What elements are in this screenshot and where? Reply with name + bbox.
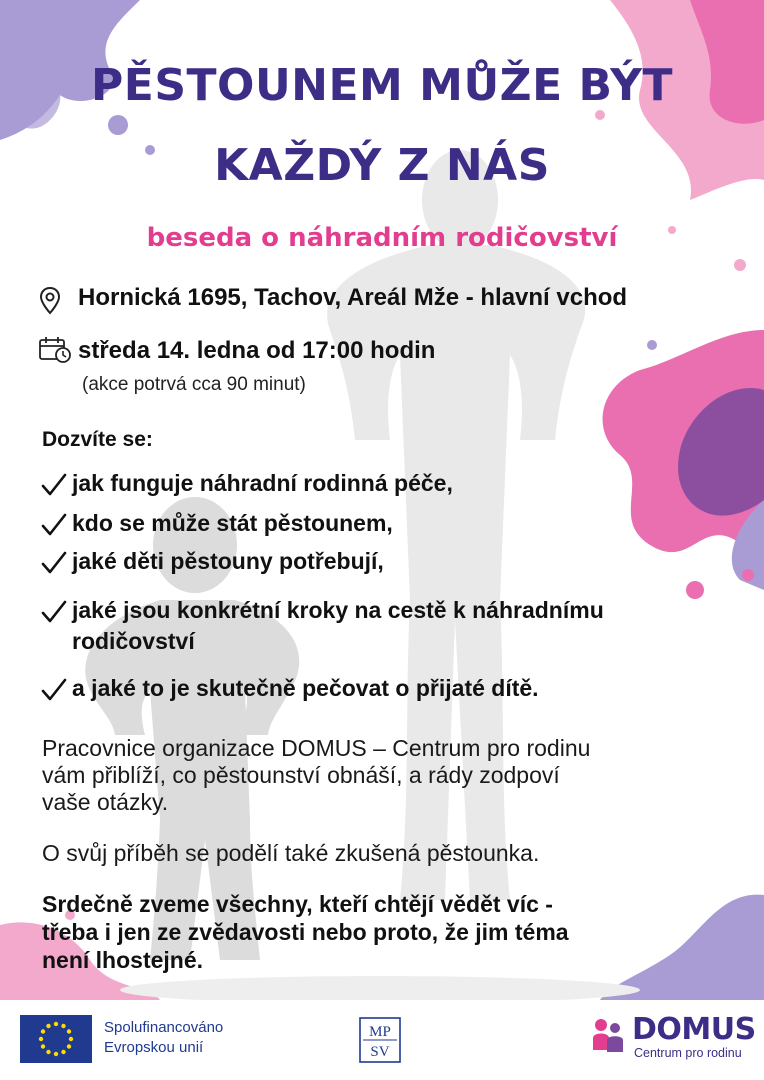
checkmark-icon [40,550,68,576]
subtitle: beseda o náhradním rodičovství [146,223,618,253]
checkmark-icon [40,472,68,498]
eu-text-line-1: Spolufinancováno [104,1019,224,1036]
list-item-text-line-2: rodičovství [72,628,195,654]
list-item-text: jak funguje náhradní rodinná péče, [72,470,453,496]
organizer-paragraph-line-2: vám přiblíží, co pěstounství obnáší, a rády zodpoví [42,762,560,788]
organizer-paragraph-line-1: Pracovnice organizace DOMUS – Centrum pro rodinu [42,735,591,761]
learn-intro: Dozvíte se: [42,428,153,451]
mpsv-logo [359,1017,401,1063]
closing-line-2: třeba i jen ze zvědavosti nebo proto, že jim téma [42,919,569,945]
list-item-text-line-1: jaké jsou konkrétní kroky na cestě k náhradnímu [72,597,604,623]
list-item [40,673,539,704]
eu-flag-icon [20,1015,92,1063]
mpsv-logo-line-2: SV [370,1044,390,1060]
list-item [40,508,393,539]
splash-right-middle [603,330,764,599]
organizer-paragraph-line-3: vaše otázky. [42,789,169,815]
closing-line-3: není lhostejné. [42,947,204,973]
location-text: Hornická 1695, Tachov, Areál Mže - hlavní vchod [78,284,628,311]
checkmark-icon [40,677,68,703]
closing-line-1: Srdečně zveme všechny, kteří chtějí vědět víc - [42,891,553,917]
list-item [40,595,604,657]
domus-logo-name: DOMUS [632,1012,756,1047]
list-item [40,468,453,499]
footer-logos [0,1000,764,1080]
title-line-2: KAŽDÝ Z NÁS [214,140,550,191]
organizer-paragraph [42,735,722,816]
list-item-text: a jaké to je skutečně pečovat o přijaté dítě. [72,675,539,701]
story-paragraph: O svůj příběh se podělí také zkušená pěstounka. [42,840,540,866]
title-line-1: PĚSTOUNEM MŮŽE BÝT [91,60,673,111]
map-pin-icon [38,286,62,316]
checkmark-icon [40,512,68,538]
eu-text-line-2: Evropskou unií [104,1039,204,1056]
mpsv-logo-line-1: MP [369,1024,391,1040]
list-item-text: kdo se může stát pěstounem, [72,510,393,536]
calendar-clock-icon [38,336,72,364]
list-item-text: jaké děti pěstouny potřebují, [72,548,384,574]
checkmark-icon [40,599,68,625]
closing-invitation [42,890,702,974]
list-item [40,546,384,577]
domus-logo-icon [590,1016,626,1056]
eu-cofinancing-text [104,1018,223,1058]
datetime-text: středa 14. ledna od 17:00 hodin [78,337,436,364]
duration-note: (akce potrvá cca 90 minut) [82,374,306,395]
domus-logo-tagline: Centrum pro rodinu [634,1046,742,1060]
list-item-text [72,595,604,657]
